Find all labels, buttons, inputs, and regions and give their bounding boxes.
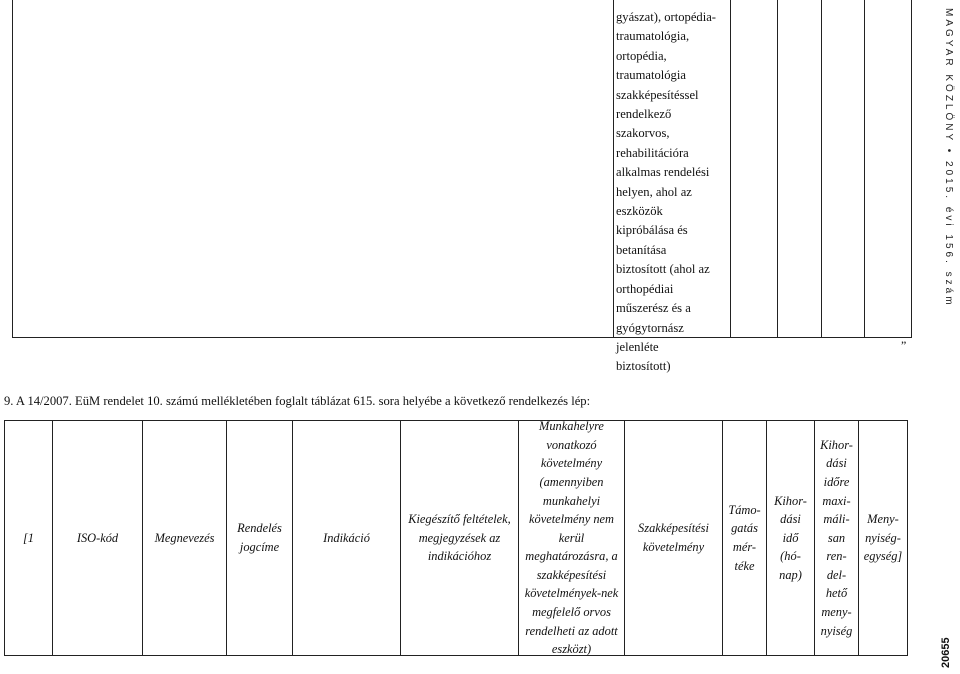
col-header-unit (859, 421, 907, 655)
continuation-col-unit (865, 0, 912, 337)
amendment-text: 9. A 14/2007. EüM rendelet 10. számú mellékletében foglalt táblázat 615. sora helyébe a következő rendelkezés lép: (4, 394, 591, 408)
col-header-bracket-label: [1 (22, 530, 35, 545)
replacement-table (4, 420, 908, 656)
col-header-prescription-basis (227, 421, 293, 655)
col-header-support-rate-label: Támo- gatás mér- téke (728, 502, 761, 573)
continuation-table (12, 0, 912, 337)
col-header-name (143, 421, 227, 655)
col-header-iso-code (53, 421, 143, 655)
journal-running-header-text: MAGYAR KÖZLÖNY • 2015. évi 156. szám (943, 8, 954, 308)
col-header-indication-label: Indikáció (323, 530, 370, 545)
col-header-unit-label: Meny- nyiség- egység] (863, 512, 903, 564)
col-header-max-quantity (815, 421, 859, 655)
closing-quote: ” (901, 338, 907, 352)
col-header-indication (293, 421, 401, 655)
journal-running-header (940, 8, 956, 308)
col-header-workplace-requirement-label: Munkahelyre vonatkozó követelmény (amennyiben munkahelyi követelmény nem kerül meghatározásra, a szakképesítési követelmények-nek megfelelő orvos rendelheti az adott eszközt) (524, 419, 619, 657)
col-header-max-quantity-label: Kihor- dási időre maxi- máli- san ren- del- hető meny- nyiség (820, 437, 853, 638)
page-number (940, 628, 954, 668)
continuation-cell-text: gyászat), ortopédia- traumatológia, ortopédia, traumatológia szakképesítéssel rendelkező szakorvos, rehabilitációra alkalmas rendelési helyen, ahol az eszközök kipróbálása és betanítása biztosított (ahol az orthopédiai műszerész és a gyógytornász jelenléte biztosított) (616, 10, 717, 374)
col-header-qualification-requirement-label: Szakképesítési követelmény (638, 521, 709, 554)
continuation-col-max-quantity (822, 0, 865, 337)
continuation-col-support (731, 0, 778, 337)
col-header-support-rate (723, 421, 767, 655)
col-header-name-label: Megnevezés (154, 530, 215, 545)
page-number-text: 20655 (940, 637, 952, 668)
col-header-supplementary-conditions (401, 421, 519, 655)
continuation-col-period (778, 0, 822, 337)
col-header-prescription-basis-label: Rendelés jogcíme (237, 521, 282, 554)
col-header-workplace-requirement (519, 421, 625, 655)
col-header-iso-code-label: ISO-kód (76, 530, 119, 545)
col-header-wear-period-label: Kihor- dási idő (hó- nap) (774, 493, 807, 582)
col-header-wear-period (767, 421, 815, 655)
continuation-col-main (12, 0, 613, 337)
continuation-table-bottom-border (12, 337, 912, 338)
col-header-supplementary-conditions-label: Kiegészítő feltételek, megjegyzések az indikációhoz (408, 512, 511, 564)
col-header-bracket (5, 421, 53, 655)
col-header-qualification-requirement (625, 421, 723, 655)
